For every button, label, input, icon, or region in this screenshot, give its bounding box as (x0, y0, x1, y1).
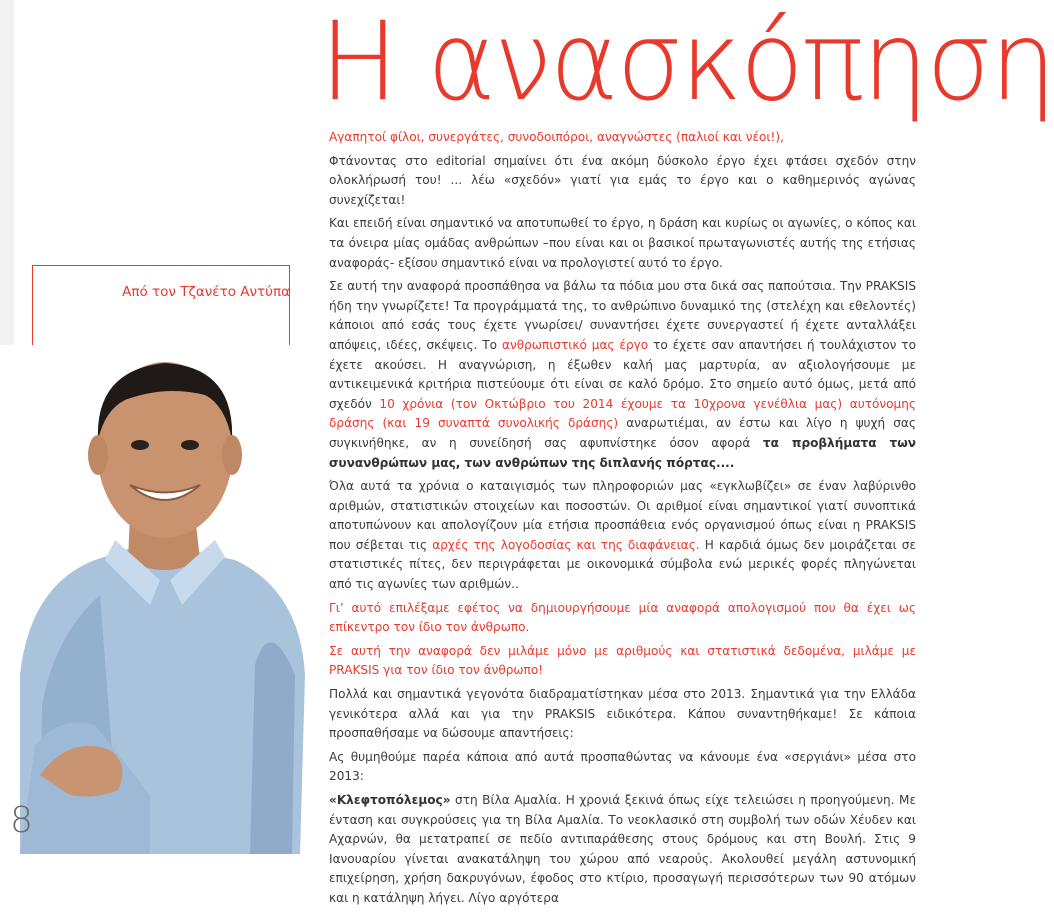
article-paragraph (329, 277, 916, 473)
article-paragraph (329, 477, 916, 595)
paragraph-text: ανθρωπιστικό μας έργο (501, 337, 649, 352)
ear-right (222, 435, 242, 475)
paragraph-text: Όλα αυτά τα χρόνια ο καταιγισμός των πληροφοριών μας «εγκλωβίζει» σε έναν λαβύρινθο αριθμών, στατιστικών στοιχείων και ποσοστών. Οι αριθμοί είναι σημαντικοί γιατί συνοπτικά αποτυπώνουν και απολογίζουν μία ετήσια προσπάθεια ενός οργανισμού όπως είναι η PRAKSIS που σέβεται τις (329, 479, 916, 552)
paragraph-text: Σε αυτή την αναφορά προσπάθησα να βάλω τα πόδια μου στα δικά σας παπούτσια. Την PRAKSIS ήδη την γνωρίζετε! Τα προγράμματά της, το ανθρώπινο δυναμικό της (στελέχη και εθελοντές) κάποιοι από εσάς τους έχετε γνωρίσει/ συναντήσει έχετε συνεργαστεί ή έχετε ανταλλάξει απόψεις, ιδέες, σκέψεις. Το (329, 279, 916, 352)
paragraph-text: στη Βίλα Αμαλία. Η χρονιά ξεκινά όπως είχε τελειώσει η προηγούμενη. Με ένταση και συγκρούσεις για τη Βίλα Αμαλία. Το νεοκλασικό στη συμβολή των οδών Χέυδεν και Αχαρνών, θα μετατραπεί σε πεδίο αντιπαράθεσης στους δρόμους και στη Βουλή. Στις 9 Ιανουαρίου γίνεται ανακατάληψη του χώρου από νεαρούς. Ακολουθεί μεγάλη αστυνομική επιχείρηση, χρήση δακρυγόνων, έφοδος στο κτίριο, προσαγωγή περισσότερων των 90 ατόμων και η κατάληψη λήγει. Λίγο αργότερα (329, 793, 916, 905)
paragraph-text: αρχές της λογοδοσίας και της διαφάνειας. (432, 537, 700, 552)
shirt-shadow-right (250, 642, 295, 854)
paragraph-text: Και επειδή είναι σημαντικό να αποτυπωθεί το έργο, η δράση και κυρίως οι αγωνίες, ο κόπος και τα όνειρα μίας ομάδας ανθρώπων –που είναι και οι βασικοί πρωταγωνιστές αυτής της ετήσιας αναφοράς- εξίσου σημαντικό είναι να προλογιστεί αυτό το έργο. (329, 216, 916, 270)
article-paragraph (329, 152, 916, 211)
paragraph-text: «Κλεφτοπόλεμος» (329, 793, 451, 807)
paragraph-text: τα προβλήματα των συνανθρώπων μας, των ανθρώπων της διπλανής πόρτας.... (329, 435, 916, 470)
article-paragraph (329, 685, 916, 744)
ear-left (88, 435, 108, 475)
article-paragraph (329, 748, 916, 787)
article-paragraph (329, 791, 916, 909)
paragraph-text: Αγαπητοί φίλοι, συνεργάτες, συνοδοιπόροι, αναγνώστες (παλιοί και νέοι!), (329, 130, 784, 144)
eye-left (131, 440, 149, 450)
paragraph-text: Πολλά και σημαντικά γεγονότα διαδραματίστηκαν μέσα στο 2013. Σημαντικά για την Ελλάδα γενικότερα αλλά και για την PRAKSIS ειδικότερα. Κάπου συναντηθήκαμε! Σε κάποια προσπαθήσαμε να δώσουμε απαντήσεις: (329, 687, 916, 741)
page-title: Η ανασκόπηση (320, 0, 1054, 126)
paragraph-text: Σε αυτή την αναφορά δεν μιλάμε μόνο με αριθμούς και στατιστικά δεδομένα, μιλάμε με PRAKSIS για τον ίδιο τον άνθρωπο! (329, 643, 916, 678)
author-byline: Από τον Τζανέτο Αντύπα (122, 284, 290, 300)
article-body (329, 128, 916, 913)
article-paragraph (329, 128, 916, 148)
page-number: 8 (10, 800, 33, 841)
paragraph-text: το έχετε σαν απαντήσει ή τουλάχιστον το έχετε ακούσει. Η αναγνώριση, η έξωθεν καλή μας μαρτυρία, αν αξιολογήσουμε με αντικειμενικά κριτήρια πιστεύουμε ότι είναι σε καλό δρόμο. Στο σημείο αυτό όμως, μετά από σχεδόν (329, 337, 916, 411)
article-paragraph (329, 599, 916, 638)
paragraph-text: Γι’ αυτό επιλέξαμε εφέτος να δημιουργήσουμε μία αναφορά απολογισμού που θα έχει ως επίκεντρο τον ίδιο τον άνθρωπο. (329, 600, 916, 635)
paragraph-text: 10 χρόνια (τον Οκτώβριο του 2014 έχουμε τα 10χρονα γενέθλια μας) αυτόνομης δράσης (και 19 συναπτά συνολικής δράσης) (329, 396, 916, 431)
portrait-photo (0, 345, 324, 854)
paragraph-text: Η καρδιά όμως δεν μοιράζεται σε στατιστικές πίτες, δεν περιγράφεται με οικονομικά σύμβολα ενώ μερικές φορές πληγώνεται από τις αγωνίες των αριθμών.. (329, 537, 916, 592)
eye-right (181, 440, 199, 450)
paragraph-text: Φτάνοντας στο editorial σημαίνει ότι ένα ακόμη δύσκολο έργο έχει φτάσει σχεδόν στην ολοκλήρωσή του! ... λέω «σχεδόν» γιατί για εμάς το έργο και ο καθημερινός αγώνας συνεχίζεται! (329, 153, 916, 207)
paragraph-text: Ας θυμηθούμε παρέα κάποια από αυτά προσπαθώντας να κάνουμε ένα «σεργιάνι» μέσα στο 2013: (329, 749, 916, 784)
article-paragraph (329, 214, 916, 273)
paragraph-text: αναρωτιέμαι, αν έστω και λίγο η ψυχή σας συγκινήθηκε, αν η συνείδησή σας αφυπνίστηκε όσον αφορά (329, 416, 916, 450)
article-paragraph (329, 642, 916, 681)
